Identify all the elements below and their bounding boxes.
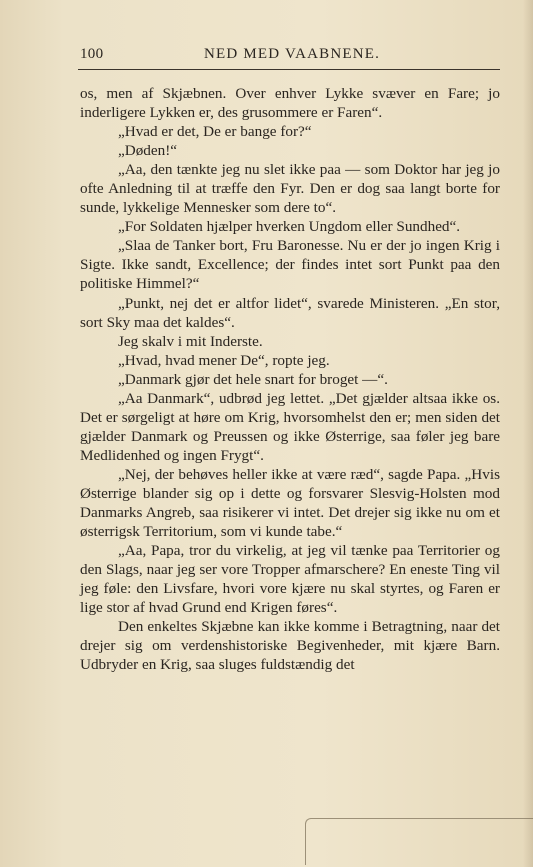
- body-text: [80, 84, 500, 674]
- header-rule: [78, 69, 500, 70]
- paragraph: „Aa, Papa, tror du virkelig, at jeg vil tænke paa Territorier og den Slags, naar jeg ser vore Tropper afmarschere? En eneste Ting vil jeg føle: den Livsfare, hvori vore kjære nu skal styrtes, og Faren er lige stor af hvad Grund end Krigen føres“.: [80, 542, 500, 617]
- paragraph: Den enkeltes Skjæbne kan ikke komme i Betragtning, naar det drejer sig om verdenshistoriske Begivenheder, mit kjære Barn. Udbryder en Krig, saa sluges fuldstændig det: [80, 618, 500, 674]
- paragraph: os, men af Skjæbnen. Over enhver Lykke svæver en Fare; jo inderligere Lykken er, des grusommere er Faren“.: [80, 85, 500, 122]
- paragraph: „Aa, den tænkte jeg nu slet ikke paa — som Doktor har jeg jo ofte Anledning til at træffe den Fyr. Den er dog saa langt borte for sunde, lykkelige Mennesker som dere to“.: [80, 161, 500, 217]
- paragraph: „Danmark gjør det hele snart for broget —“.: [118, 370, 388, 388]
- page-header: [80, 46, 500, 68]
- paragraph: „Punkt, nej det er altfor lidet“, svarede Ministeren. „En stor, sort Sky maa det kaldes“.: [80, 294, 500, 331]
- paragraph: „Aa Danmark“, udbrød jeg lettet. „Det gjælder altsaa ikke os. Det er sørgeligt at høre om Krig, hvorsomhelst den er; men siden det gjælder Danmark og Preussen og ikke Østerrige, saa føler jeg bare Medlidenhed og ingen Frygt“.: [80, 389, 500, 464]
- paragraph: „Døden!“: [118, 142, 178, 160]
- paragraph: „Nej, der behøves heller ikke at være ræd“, sagde Papa. „Hvis Østerrige blander sig op i dette og forsvarer Slesvig-Holsten mod Danmarks Angreb, saa risikerer vi intet. Det drejer sig ikke nu om et østerrigsk Territorium, som vi kunde tabe.“: [80, 465, 500, 541]
- paragraph: „For Soldaten hjælper hverken Ungdom eller Sundhed“.: [118, 218, 461, 236]
- paragraph: Jeg skalv i mit Inderste.: [118, 332, 263, 350]
- running-title: NED MED VAABNENE.: [204, 46, 381, 62]
- paragraph: „Hvad er det, De er bange for?“: [118, 123, 312, 141]
- page-edge-shadow: [523, 0, 533, 867]
- paragraph: „Hvad, hvad mener De“, ropte jeg.: [118, 351, 330, 369]
- library-stamp-outline: [305, 818, 533, 865]
- paragraph: „Slaa de Tanker bort, Fru Baronesse. Nu er der jo ingen Krig i Sigte. Ikke sandt, Excellence; der findes intet sort Punkt paa den politiske Himmel?“: [80, 237, 500, 293]
- page-number: 100: [80, 46, 104, 62]
